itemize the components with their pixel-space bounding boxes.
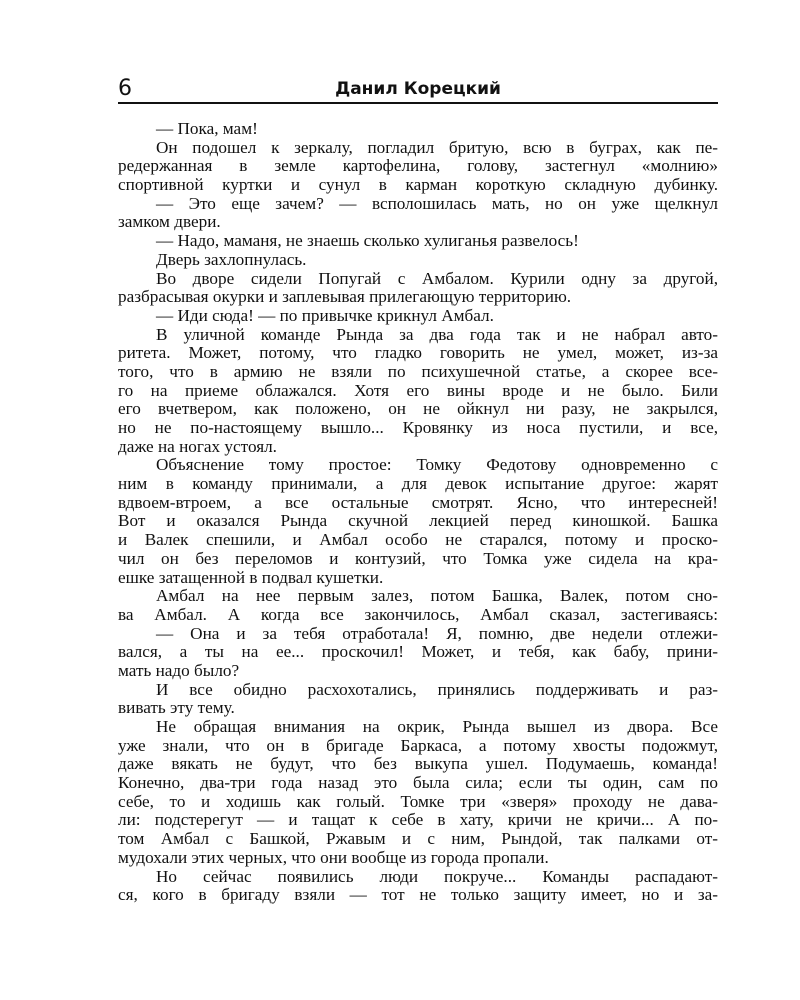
text-line: вался, а ты на ее... проскочил! Может, и тебя, как бабу, прини- xyxy=(118,642,718,662)
text-line: мать надо было? xyxy=(118,660,240,680)
text-line: спортивной куртки и сунул в карман короткую складную дубинку. xyxy=(118,175,718,195)
text-line: — Это еще зачем? — всполошилась мать, но он уже щелкнул xyxy=(156,193,718,213)
text-line: Амбал на нее первым залез, потом Башка, Валек, потом сно- xyxy=(156,586,718,606)
text-line: Объяснение тому простое: Томку Федотову одновременно с xyxy=(156,455,718,475)
text-line: ешке затащенной в подвал кушетки. xyxy=(118,567,384,587)
text-line: мудохали этих черных, что они вообще из города пропали. xyxy=(118,847,549,867)
text-line: В уличной команде Рында за два года так и не набрал авто- xyxy=(156,324,718,344)
running-head-author: Данил Корецкий xyxy=(335,79,501,99)
text-line: ли: подстерегут — и тащат к себе в хату, кричи не кричи... А по- xyxy=(118,810,718,830)
text-line: но не по-настоящему вышло... Кровянку из носа пустили, и все, xyxy=(118,418,718,437)
page-number: 6 xyxy=(118,76,132,101)
text-line: даже на ногах устоял. xyxy=(118,436,277,456)
text-line: И все обидно расхохотались, принялись поддерживать и раз- xyxy=(156,679,718,699)
text-line: даже вякать не будут, что без выкупа ушел. Подумаешь, команда! xyxy=(118,754,718,774)
text-line: себе, то и ходишь как голый. Томке три «зверя» проходу не дава- xyxy=(118,791,718,811)
text-line: Но сейчас появились люди покруче... Команды распадают- xyxy=(156,866,718,886)
text-line: его вчетвером, как положено, он не ойкнул ни разу, не закрылся, xyxy=(118,399,718,419)
text-line: — Надо, маманя, не знаешь сколько хулиганья развелось! xyxy=(156,231,579,251)
text-line: том Амбал с Башкой, Ржавым и с ним, Рындой, так палками от- xyxy=(118,829,718,849)
text-line: того, что в армию не взяли по психушечной статье, а скорее все- xyxy=(118,361,718,381)
header-rule xyxy=(118,102,718,104)
text-line: вивать эту тему. xyxy=(118,698,235,718)
page-header xyxy=(118,74,718,104)
text-line: редержанная в земле картофелина, голову, застегнул «молнию» xyxy=(118,156,718,176)
text-line: ва Амбал. А когда все закончилось, Амбал сказал, застегиваясь: xyxy=(118,604,718,624)
text-line: ритета. Может, потому, что гладко говорить не умел, может, из-за xyxy=(118,343,718,363)
text-line: Во дворе сидели Попугай с Амбалом. Курили одну за другой, xyxy=(156,268,718,288)
text-line: Не обращая внимания на окрик, Рында вышел из двора. Все xyxy=(156,717,718,736)
text-line: уже знали, что он в бригаде Баркаса, а потому хвосты подожмут, xyxy=(118,735,718,755)
text-line: чил он без переломов и контузий, что Томка уже сидела на кра- xyxy=(118,548,718,568)
body-text xyxy=(118,120,718,905)
text-line: Вот и оказался Рында скучной лекцией перед киношкой. Башка xyxy=(118,511,718,531)
text-line: Дверь захлопнулась. xyxy=(156,249,307,269)
text-line: разбрасывая окурки и заплевывая прилегающую территорию. xyxy=(118,287,572,307)
text-line: вдвоем-втроем, а все остальные смотрят. Ясно, что интересней! xyxy=(118,492,718,512)
text-line: — Пока, мам! xyxy=(156,119,258,138)
text-line: го на приеме облажался. Хотя его вины вроде и не было. Били xyxy=(118,380,718,400)
text-line: — Иди сюда! — по привычке крикнул Амбал. xyxy=(156,305,494,325)
text-line: ся, кого в бригаду взяли — тот не только защиту имеет, но и за- xyxy=(118,885,718,905)
text-line: ним в команду принимали, а для девок испытание другое: жарят xyxy=(118,474,718,494)
text-line: — Она и за тебя отработала! Я, помню, две недели отлежи- xyxy=(156,623,718,643)
text-line: и Валек спешили, и Амбал особо не старался, потому и проско- xyxy=(118,530,718,550)
text-line: Он подошел к зеркалу, погладил бритую, всю в буграх, как пе- xyxy=(156,137,718,157)
text-line: Конечно, два-три года назад это была сила; если ты один, сам по xyxy=(118,773,718,793)
text-line: замком двери. xyxy=(118,212,221,232)
